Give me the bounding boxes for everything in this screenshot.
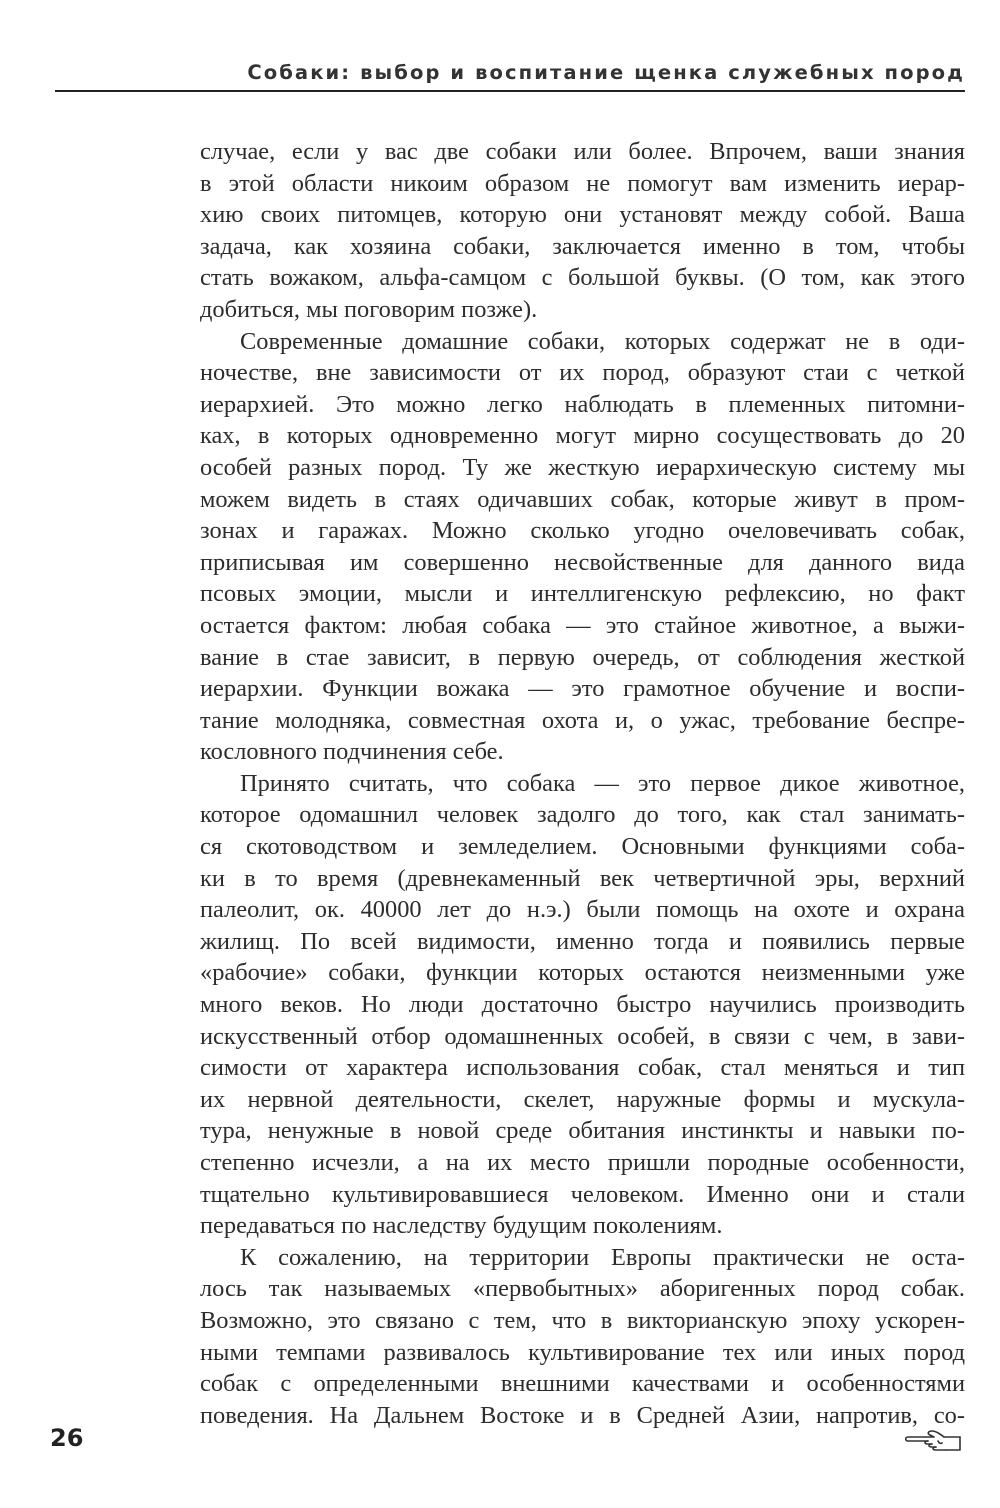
text-line: в этой области никоим образом не помогут вам изменить иерар- (200, 169, 965, 197)
text-line: тание молодняка, совместная охота и, о ужас, требование беспре- (200, 706, 965, 734)
text-line: Возможно, это связано с тем, что в викторианскую эпоху ускорен- (200, 1306, 965, 1334)
text-line: приписывая им совершенно несвойственные для данного вида (200, 548, 965, 576)
page-number: 26 (50, 1424, 84, 1452)
text-line: случае, если у вас две собаки или более. Впрочем, ваши знания (200, 138, 965, 165)
text-line: собак с определенными внешними качествами и особенностями (200, 1370, 965, 1398)
text-line: палеолит, ок. 40000 лет до н.э.) были помощь на охоте и охрана (200, 896, 965, 924)
running-head-title: Собаки: выбор и воспитание щенка служебных пород (247, 61, 965, 84)
text-line: псовых эмоции, мысли и интеллигенскую рефлексию, но факт (200, 580, 965, 608)
text-line: ночестве, вне зависимости от их пород, образуют стаи с четкой (200, 359, 965, 387)
text-line: Современные домашние собаки, которых содержат не в оди- (240, 327, 965, 355)
body-text (200, 136, 965, 1431)
text-line: которое одомашнил человек задолго до того, как стал занимать- (200, 801, 965, 829)
text-line: их нервной деятельности, скелет, наружные формы и мускула- (200, 1085, 965, 1113)
text-line: степенно исчезли, а на их место пришли породные особенности, (200, 1149, 965, 1176)
text-line: можем видеть в стаях одичавших собак, которые живут в пром- (200, 485, 965, 513)
text-line: «рабочие» собаки, функции которых остаются неизменными уже (200, 959, 965, 987)
text-line: Принято считать, что собака — это первое дикое животное, (240, 769, 965, 797)
text-line: ках, в которых одновременно могут мирно сосуществовать до 20 (200, 422, 965, 450)
text-line: хию своих питомцев, которую они установят между собой. Ваша (200, 201, 965, 229)
pointing-hand-icon (902, 1428, 962, 1456)
text-line: добиться, мы поговорим позже). (200, 295, 538, 323)
text-line: поведения. На Дальнем Востоке и в Средней Азии, напротив, со- (200, 1401, 965, 1429)
text-line: жилищ. По всей видимости, именно тогда и появились первые (200, 927, 965, 955)
text-line: особей разных пород. Ту же жесткую иерархическую систему мы (200, 453, 965, 481)
text-line: ными темпами развивалось культивирование тех или иных пород (200, 1338, 965, 1366)
text-line: передаваться по наследству будущим поколениям. (200, 1212, 723, 1240)
text-line: стать вожаком, альфа-самцом с большой буквы. (О том, как этого (200, 264, 965, 292)
header-rule (55, 90, 965, 92)
text-line: остается фактом: любая собака — это стайное животное, а выжи- (200, 611, 965, 639)
text-line: ся скотоводством и земледелием. Основными функциями соба- (200, 833, 965, 861)
text-line: задача, как хозяина собаки, заключается именно в том, чтобы (200, 232, 965, 260)
text-line: тура, ненужные в новой среде обитания инстинкты и навыки по- (200, 1117, 965, 1145)
text-line: ки в то время (древнекаменный век четвертичной эры, верхний (200, 864, 965, 892)
text-line: искусственный отбор одомашненных особей, в связи с чем, в зави- (200, 1022, 965, 1050)
text-line: К сожалению, на территории Европы практически не оста- (240, 1243, 965, 1271)
text-line: кословного подчинения себе. (200, 738, 504, 766)
text-line: много веков. Но люди достаточно быстро научились производить (200, 991, 965, 1019)
text-line: иерархией. Это можно легко наблюдать в племенных питомни- (200, 390, 965, 418)
text-line: тщательно культивировавшиеся человеком. Именно они и стали (200, 1180, 965, 1208)
text-line: лось так называемых «первобытных» аборигенных пород собак. (200, 1275, 965, 1303)
text-line: зонах и гаражах. Можно сколько угодно очеловечивать собак, (200, 517, 965, 545)
text-line: симости от характера использования собак, стал меняться и тип (200, 1054, 965, 1082)
text-line: вание в стае зависит, в первую очередь, от соблюдения жесткой (200, 643, 965, 671)
text-line: иерархии. Функции вожака — это грамотное обучение и воспи- (200, 675, 965, 703)
